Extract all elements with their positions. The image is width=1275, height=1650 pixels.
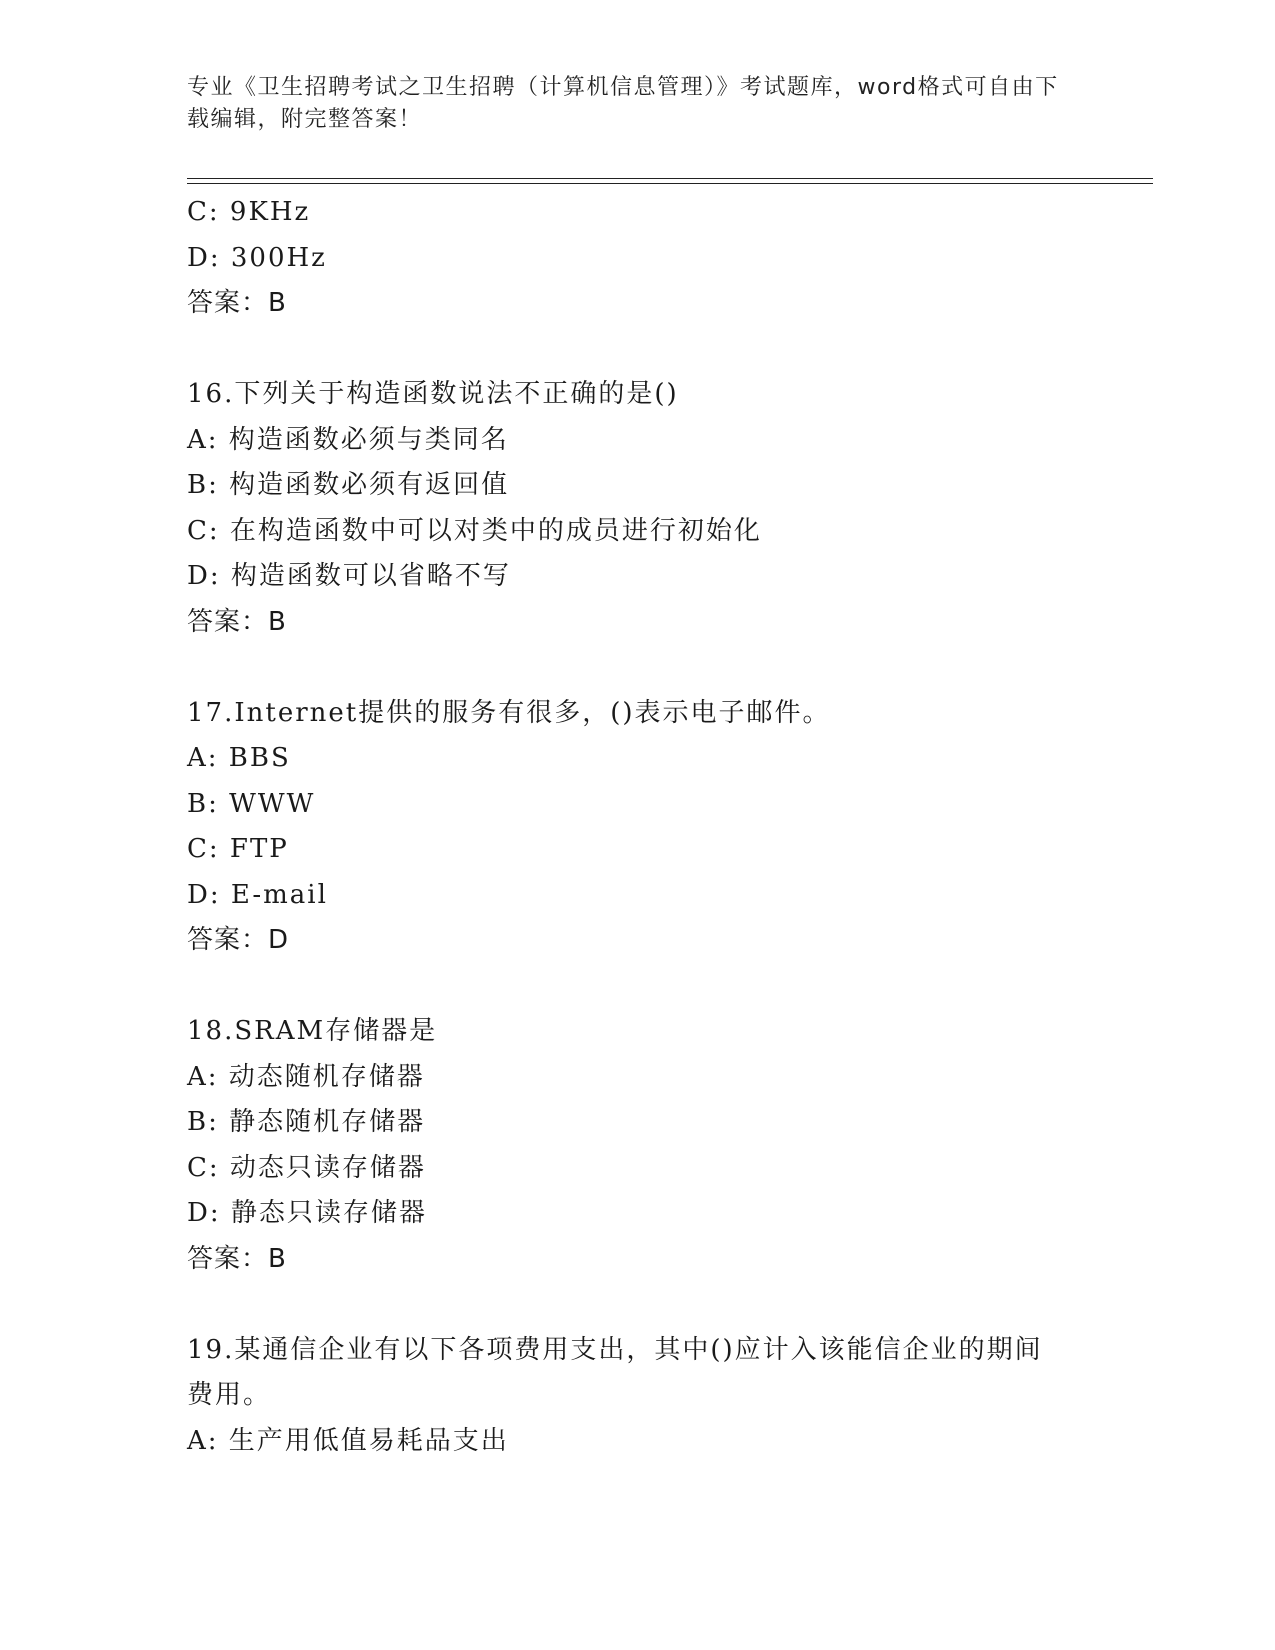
option-b: B: 构造函数必须有返回值 [187, 470, 510, 500]
option-d: D: E-mail [187, 879, 328, 910]
option-d: D: 静态只读存储器 [187, 1198, 427, 1228]
option-a: A: 动态随机存储器 [187, 1061, 425, 1092]
question-stem: 17.Internet提供的服务有很多，()表示电子邮件。 [187, 697, 831, 728]
header-rule-top [187, 178, 1153, 179]
option-b: B: 静态随机存储器 [187, 1107, 426, 1137]
option-d: D: 300Hz [187, 242, 327, 273]
option-c: C: FTP [187, 834, 289, 864]
option-d: D: 构造函数可以省略不写 [187, 561, 511, 591]
spacer [187, 327, 1087, 373]
answer: 答案：B [187, 1243, 287, 1274]
question-stem: 19.某通信企业有以下各项费用支出，其中()应计入该能信企业的期间费用。 [187, 1334, 1043, 1410]
option-c: C: 在构造函数中可以对类中的成员进行初始化 [187, 515, 762, 546]
option-a: A: 构造函数必须与类同名 [187, 424, 509, 455]
option-b: B: WWW [187, 788, 316, 819]
option-c: C: 动态只读存储器 [187, 1152, 426, 1183]
answer: 答案：B [187, 288, 287, 318]
question-stem: 16.下列关于构造函数说法不正确的是() [187, 379, 679, 409]
option-a: A: BBS [187, 743, 291, 773]
spacer [187, 964, 1087, 1010]
answer: 答案：B [187, 606, 287, 637]
document-header: 专业《卫生招聘考试之卫生招聘（计算机信息管理）》考试题库，word格式可自由下载编辑，附完整答案！ [187, 75, 1059, 132]
option-c: C: 9KHz [187, 197, 311, 227]
answer: 答案：D [187, 925, 290, 955]
option-a: A: 生产用低值易耗品支出 [187, 1425, 509, 1456]
question-stem: 18.SRAM存储器是 [187, 1016, 438, 1046]
spacer [187, 645, 1087, 691]
header-rule-bottom [187, 183, 1153, 184]
spacer [187, 1282, 1087, 1328]
question-list [187, 190, 1087, 1464]
